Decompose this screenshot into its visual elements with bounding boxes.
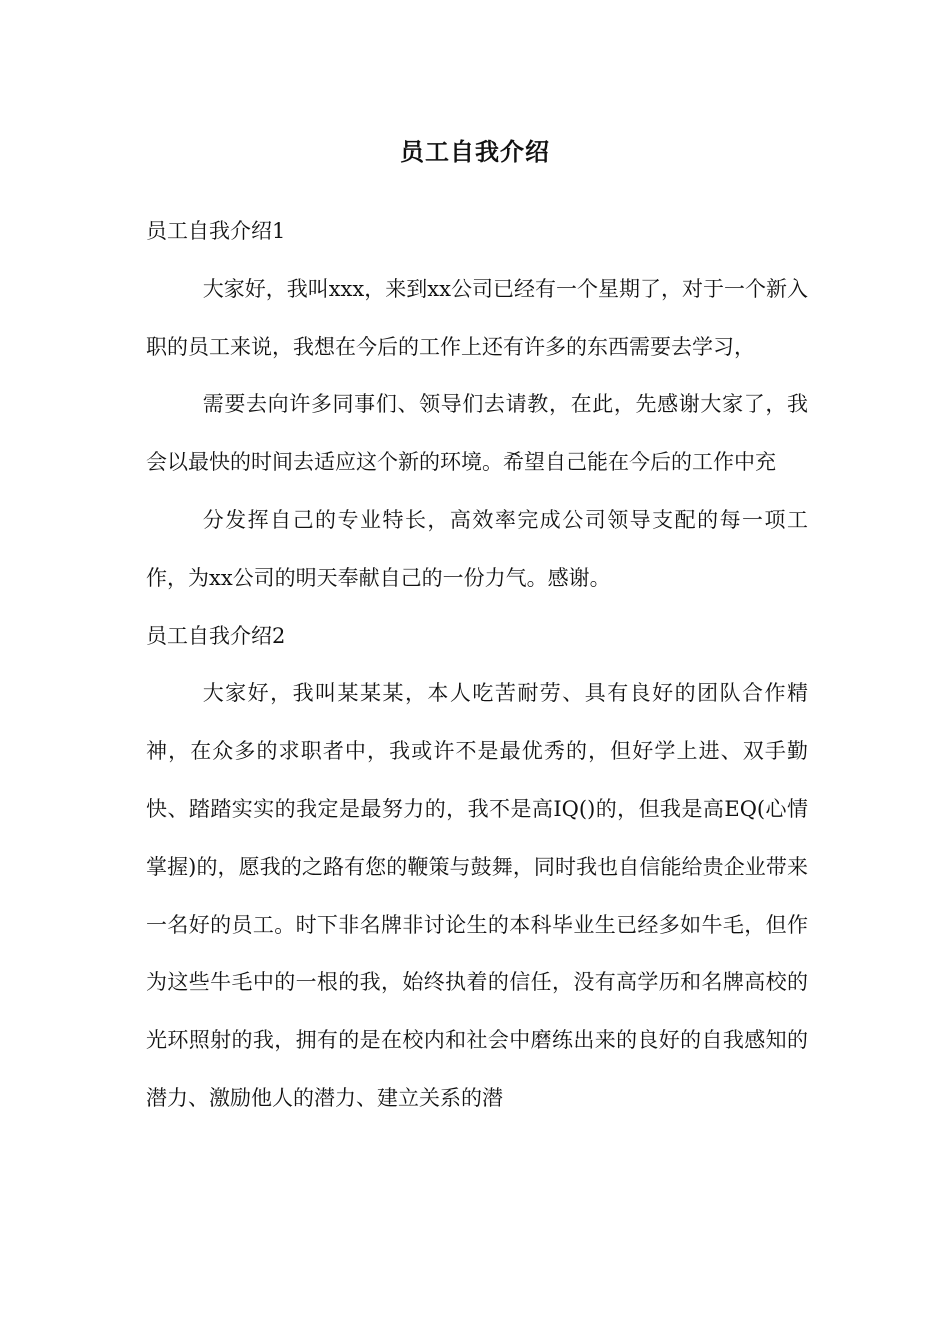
section-heading-2: 员工自我介绍2 [146, 623, 286, 648]
paragraph-1-1: 大家好，我叫xxx，来到xx公司已经有一个星期了，对于一个新入职的员工来说，我想在今后的工作上还有许多的东西需要去学习， [146, 276, 808, 359]
section-heading-1: 员工自我介绍1 [146, 219, 286, 243]
paragraph-1-2: 需要去向许多同事们、领导们去请教，在此，先感谢大家了，我会以最快的时间去适应这个新的环境。希望自己能在今后的工作中充 [146, 392, 808, 475]
document-title: 员工自我介绍 [400, 137, 550, 166]
paragraph-2-1: 大家好，我叫某某某，本人吃苦耐劳、具有良好的团队合作精神，在众多的求职者中，我或许不是最优秀的，但好学上进、双手勤快、踏踏实实的我定是最努力的，我不是高IQ()的，但我是高EQ(心情掌握)的，愿我的之路有您的鞭策与鼓舞，同时我也自信能给贵企业带来一名好的员工。时下非名牌非讨论生的本科毕业生已经多如牛毛，但作为这些牛毛中的一根的我，始终执着的信任，没有高学历和名牌高校的光环照射的我，拥有的是在校内和社会中磨练出来的良好的自我感知的潜力、激励他人的潜力、建立关系的潜 [146, 681, 808, 1110]
paragraph-1-3: 分发挥自己的专业特长，高效率完成公司领导支配的每一项工作，为xx公司的明天奉献自己的一份力气。感谢。 [146, 507, 808, 590]
document-body [146, 203, 808, 1128]
